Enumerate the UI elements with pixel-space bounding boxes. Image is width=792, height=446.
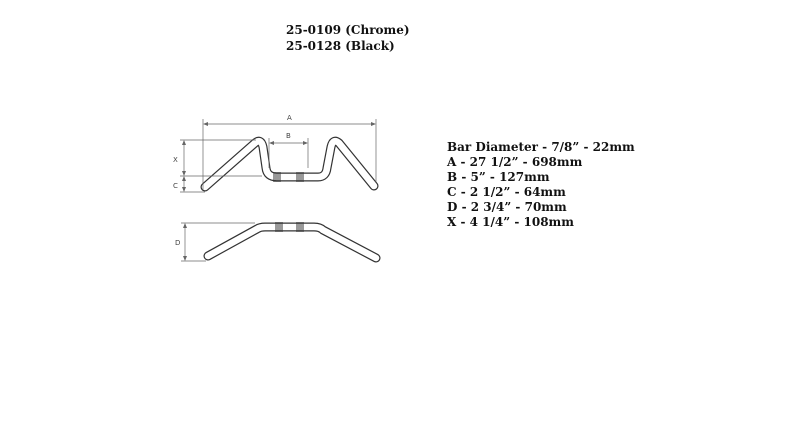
spec-c: C - 2 1/2” - 64mm: [447, 185, 566, 199]
spec-bar-diameter: Bar Diameter - 7/8” - 22mm: [447, 140, 635, 154]
handlebar-side-fill: [208, 227, 376, 258]
label-b: B: [286, 132, 291, 140]
label-a: A: [287, 114, 292, 122]
label-c: C: [173, 182, 178, 190]
part-number-chrome: 25-0109 (Chrome): [286, 23, 410, 37]
dimension-b: [269, 138, 308, 168]
label-x: X: [173, 156, 178, 164]
spec-x: X - 4 1/4” - 108mm: [447, 215, 574, 229]
spec-a: A - 27 1/2” - 698mm: [447, 155, 583, 169]
label-d: D: [175, 239, 181, 247]
part-number-black: 25-0128 (Black): [286, 39, 395, 53]
handlebar-front-view: [173, 114, 376, 192]
spec-b: B - 5” - 127mm: [447, 170, 550, 184]
dimension-c: [180, 176, 205, 192]
spec-d: D - 2 3/4” - 70mm: [447, 200, 567, 214]
handlebar-side-view: [175, 222, 376, 261]
